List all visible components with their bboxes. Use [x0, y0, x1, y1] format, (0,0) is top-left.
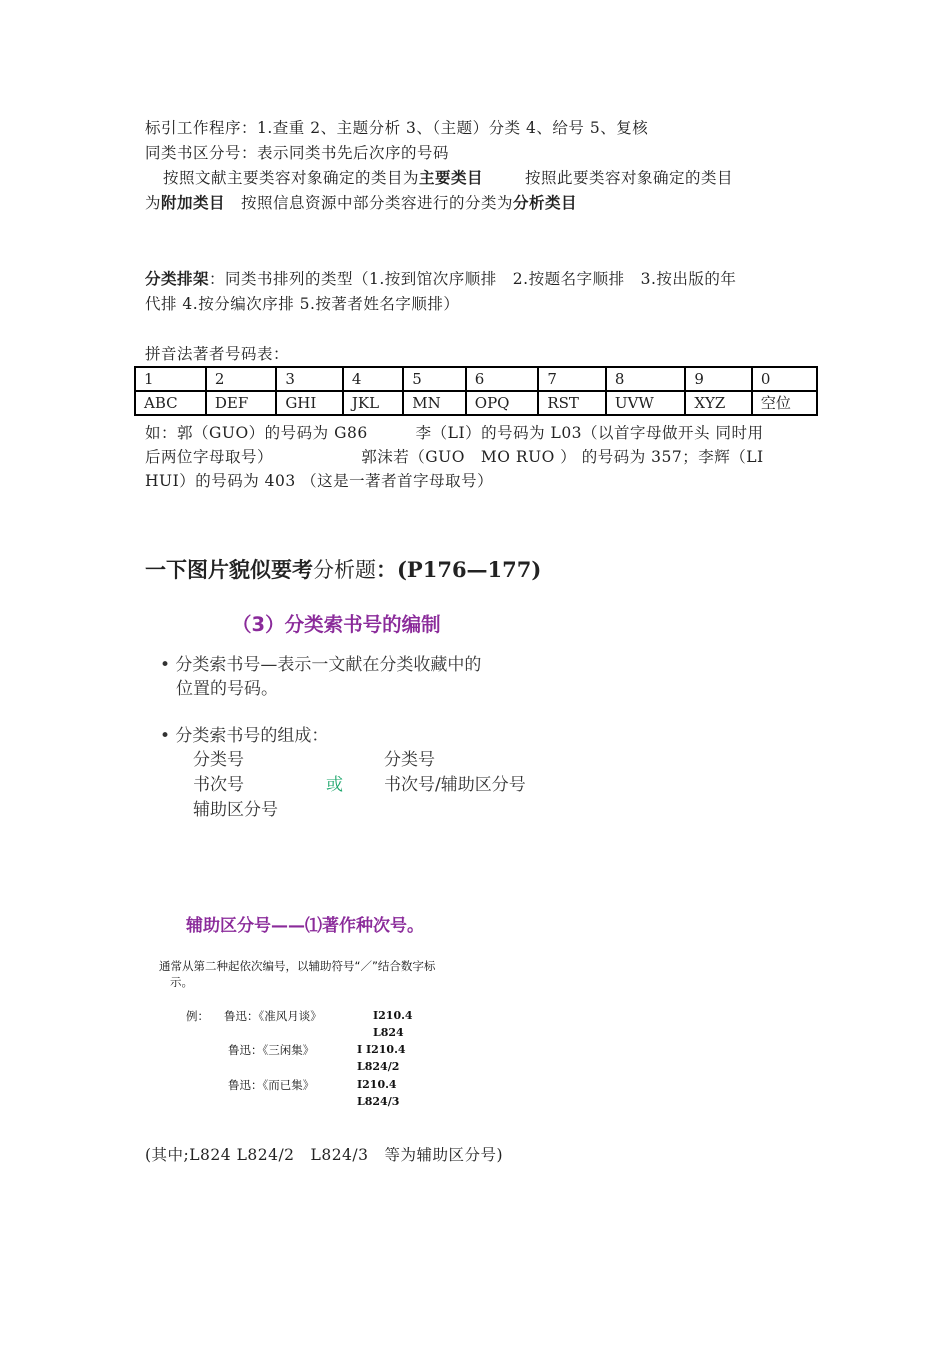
text-segment: 按照文献主要类容对象确定的类目为 [163, 169, 420, 187]
indexing-procedure-line: 标引工作程序：1.查重 2、主题分析 3、（主题）分类 4、给号 5、复核 [145, 119, 649, 137]
table-row [135, 367, 817, 391]
section-heading [145, 554, 541, 584]
bullet-text: 位置的号码。 [176, 679, 278, 699]
call-number: L824/2 [357, 1060, 400, 1073]
category-line-2 [145, 191, 577, 215]
composition-item: 分类号 [384, 750, 435, 770]
example-line-2: 后两位字母取号） 郭沫若（GUO MO RUO ） 的号码为 357；李辉（LI [145, 448, 764, 466]
table-cell: 2 [206, 367, 276, 391]
example-label: 例： [186, 1009, 209, 1023]
table-cell: OPQ [466, 391, 539, 415]
shelving-line-1 [145, 267, 736, 291]
heading-segment: 分析题 [313, 558, 376, 582]
example-author: 鲁迅：《准风月谈》 [224, 1009, 322, 1023]
table-cell: DEF [206, 391, 276, 415]
table-cell: XYZ [685, 391, 752, 415]
text-segment: 为 [145, 194, 162, 212]
table-cell: 8 [606, 367, 685, 391]
slide-description: 示。 [170, 975, 193, 989]
call-number: I I210.4 [357, 1043, 406, 1056]
table-cell: 空位 [752, 391, 817, 415]
pinyin-author-code-table [134, 366, 818, 416]
call-number: I210.4 [357, 1078, 397, 1091]
table-cell: 1 [135, 367, 206, 391]
text-segment: ：同类书排列的类型（1.按到馆次序顺排 2.按题名字顺排 3.按出版的年 [209, 270, 737, 288]
call-number: I210.4 [373, 1009, 413, 1022]
table-cell: 5 [403, 367, 466, 391]
table-cell: GHI [276, 391, 343, 415]
table-cell: 9 [685, 367, 752, 391]
example-line-1: 如：郭（GUO）的号码为 G86 李（LI）的号码为 L03（以首字母做开头 同时用 [145, 424, 764, 442]
slide-description: 通常从第二种起依次编号，以辅助符号“／”结合数字标 [159, 959, 436, 973]
table-cell: 3 [276, 367, 343, 391]
or-label: 或 [326, 775, 343, 795]
call-number: L824/3 [357, 1095, 400, 1108]
composition-item: 书次号/辅助区分号 [384, 775, 526, 795]
pinyin-table-caption: 拼音法著者号码表： [145, 345, 290, 363]
table-cell: ABC [135, 391, 206, 415]
additional-category-term: 附加类目 [161, 194, 226, 212]
composition-item: 书次号 [193, 775, 244, 795]
example-line-3: HUI）的号码为 403 （这是一著者首字母取号） [145, 472, 494, 490]
example-author: 鲁迅：《而已集》 [228, 1078, 315, 1092]
shelving-line-2: 代排 4.按分编次序排 5.按著者姓名字顺排） [145, 295, 460, 313]
table-cell: 7 [538, 367, 606, 391]
table-cell: UVW [606, 391, 685, 415]
heading-segment: ：(P176—177) [376, 557, 542, 582]
heading-segment: 一下图片貌似要考 [145, 557, 313, 582]
slide-title: （3）分类索书号的编制 [232, 613, 441, 636]
category-line-1 [163, 166, 733, 190]
composition-item: 辅助区分号 [193, 800, 278, 820]
table-row [135, 391, 817, 415]
text-segment: 按照此要类容对象确定的类目 [525, 169, 734, 187]
table-cell: 0 [752, 367, 817, 391]
call-number: L824 [373, 1026, 404, 1039]
bullet-text: • 分类索书号—表示一文献在分类收藏中的 [160, 655, 482, 675]
example-author: 鲁迅：《三闲集》 [228, 1043, 315, 1057]
table-cell: RST [538, 391, 606, 415]
text-segment: 按照信息资源中部分类容进行的分类为 [241, 194, 514, 212]
footnote: (其中;L824 L824/2 L824/3 等为辅助区分号) [145, 1146, 504, 1164]
shelving-term: 分类排架 [145, 270, 210, 288]
table-cell: 4 [343, 367, 403, 391]
table-cell: 6 [466, 367, 539, 391]
bullet-text: • 分类索书号的组成： [160, 726, 329, 746]
slide-subtitle: 辅助区分号——⑴著作种次号。 [186, 916, 424, 936]
analysis-category-term: 分析类目 [513, 194, 578, 212]
shelf-number-definition-line: 同类书区分号：表示同类书先后次序的号码 [145, 144, 450, 162]
table-cell: JKL [343, 391, 403, 415]
main-category-term: 主要类目 [419, 169, 484, 187]
composition-item: 分类号 [193, 750, 244, 770]
table-cell: MN [403, 391, 466, 415]
